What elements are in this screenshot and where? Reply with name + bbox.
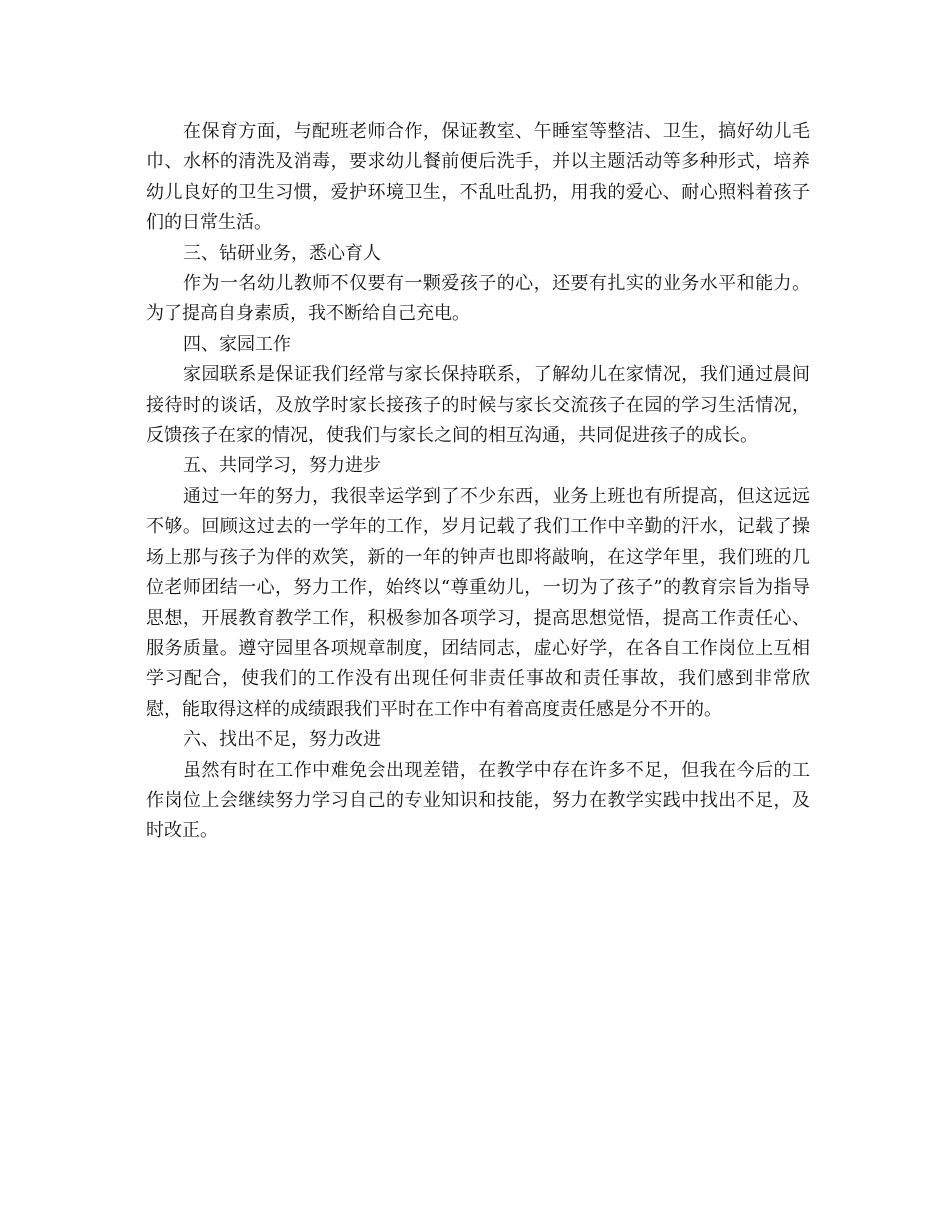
section-heading-5: 五、共同学习，努力进步 <box>183 455 381 477</box>
paragraph-hygiene-care: 在保育方面，与配班老师合作，保证教室、午睡室等整洁、卫生，搞好幼儿毛巾、水杯的清洗及消毒，要求幼儿餐前便后洗手，并以主题活动等多种形式，培养幼儿良好的卫生习惯，爱护环境卫生，不乱吐乱扔，用我的爱心、耐心照料着孩子们的日常生活。 <box>146 121 810 234</box>
paragraph-learning-progress: 通过一年的努力，我很幸运学到了不少东西，业务上班也有所提高，但这远远不够。回顾这过去的一学年的工作，岁月记载了我们工作中辛勤的汗水，记载了操场上那与孩子为伴的欢笑，新的一年的钟声也即将敲响，在这学年里，我们班的几位老师团结一心，努力工作，始终以“尊重幼儿，一切为了孩子”的教育宗旨为指导思想，开展教育教学工作，积极参加各项学习，提高思想觉悟，提高工作责任心、服务质量。遵守园里各项规章制度，团结同志，虚心好学，在各自工作岗位上互相学习配合，使我们的工作没有出现任何非责任事故和责任事故，我们感到非常欣慰，能取得这样的成绩跟我们平时在工作中有着高度责任感是分不开的。 <box>146 485 810 720</box>
document-body <box>146 117 810 847</box>
paragraph-improvement: 虽然有时在工作中难免会出现差错，在教学中存在许多不足，但我在今后的工作岗位上会继续努力学习自己的专业知识和技能，努力在教学实践中找出不足，及时改正。 <box>146 759 810 842</box>
paragraph-professional-study: 作为一名幼儿教师不仅要有一颗爱孩子的心，还要有扎实的业务水平和能力。为了提高自身素质，我不断给自己充电。 <box>146 273 810 325</box>
section-heading-4: 四、家园工作 <box>183 333 291 355</box>
section-heading-3: 三、钻研业务，悉心育人 <box>183 242 381 264</box>
section-heading-6: 六、找出不足，努力改进 <box>183 729 381 751</box>
paragraph-home-school: 家园联系是保证我们经常与家长保持联系，了解幼儿在家情况，我们通过晨间接待时的谈话，及放学时家长接孩子的时候与家长交流孩子在园的学习生活情况，反馈孩子在家的情况，使我们与家长之间的相互沟通，共同促进孩子的成长。 <box>146 364 810 447</box>
